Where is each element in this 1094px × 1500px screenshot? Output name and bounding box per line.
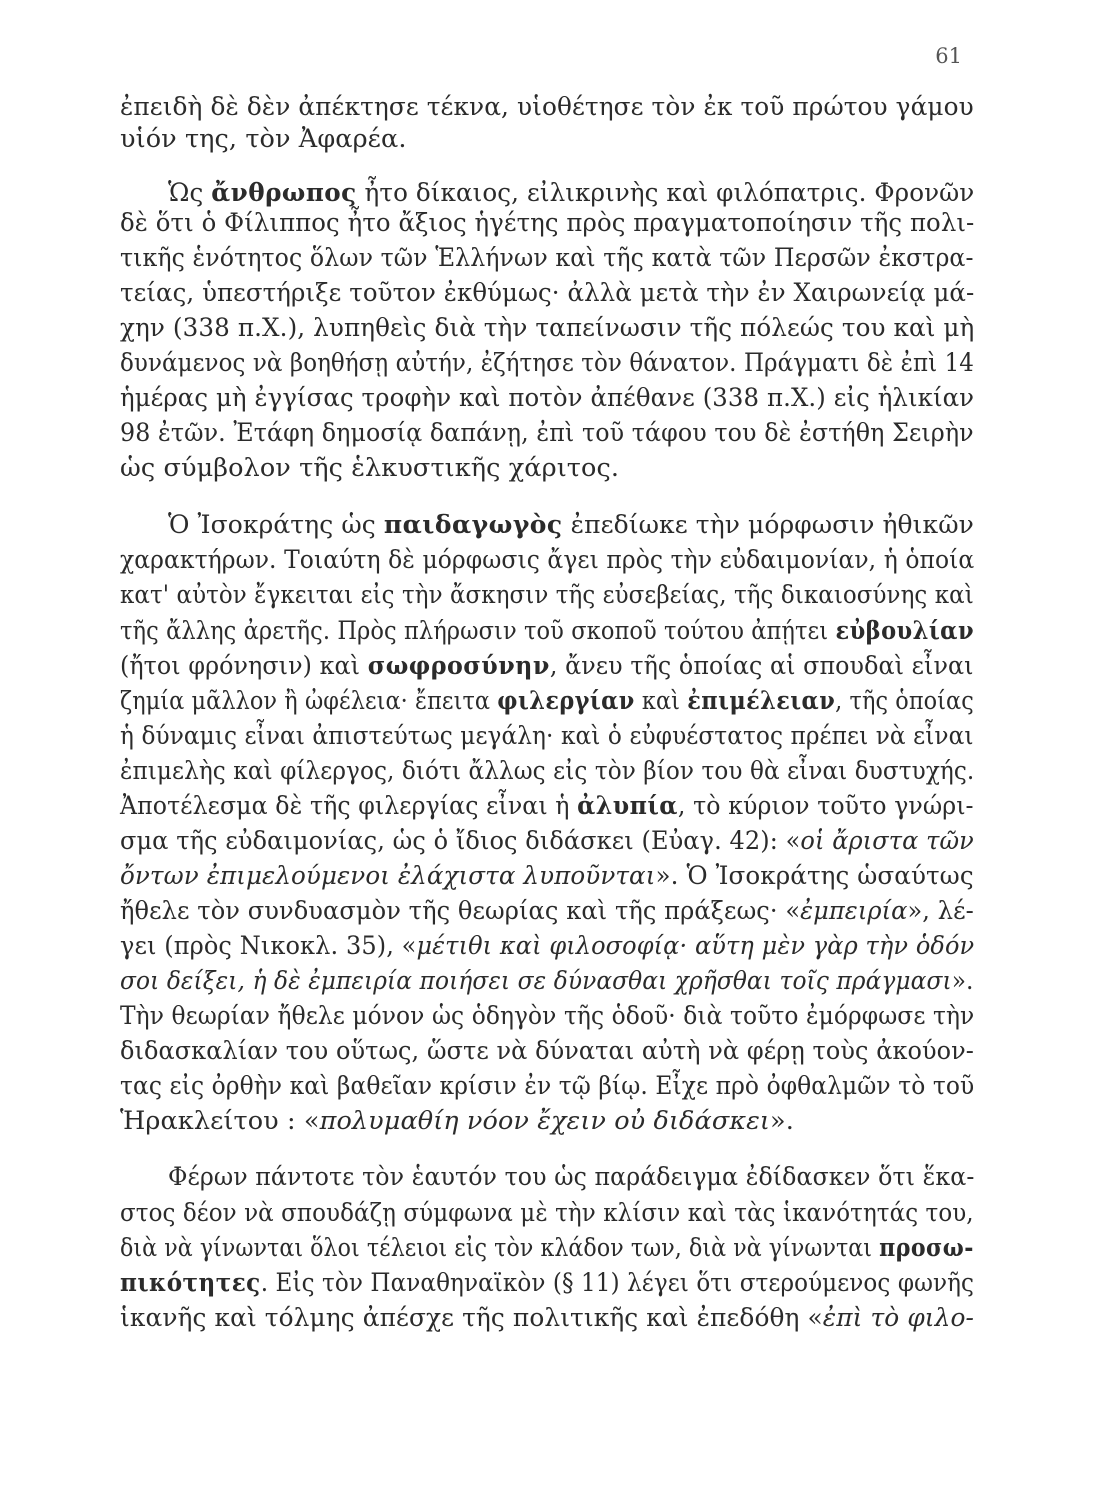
text-line [120, 124, 407, 154]
text-run: ἦτο δίκαιος, εἰλικρινὴς καὶ φιλόπατρις. Φρονῶν [356, 178, 975, 208]
text-run: ἱκανῆς καὶ τόλμης ἀπέσχε τῆς πολιτικῆς καὶ ἐπεδόθη « [120, 1303, 823, 1333]
italic-quote: ὄντων ἐπιμελούμενοι ἐλάχιστα λυποῦνται [120, 861, 656, 891]
text-run: ζημία μᾶλλον ἢ ὠφέλεια· ἔπειτα [120, 686, 498, 716]
text-run: υἱόν της, τὸν Ἀφαρέα. [120, 124, 407, 154]
text-run: ἡ δύναμις εἶναι ἀπιστεύτως μεγάλη· καὶ ὁ εὐφυέστατος πρέπει νὰ εἶναι [120, 721, 974, 751]
bold-term: παιδαγωγὸς [383, 510, 563, 540]
text-line [120, 418, 974, 448]
bold-term: ἀλυπία [577, 791, 678, 821]
text-run: Τὴν θεωρίαν ἤθελε μόνον ὡς ὁδηγὸν τῆς ὁδοῦ· διὰ τοῦτο ἐμόρφωσε τὴν [120, 1001, 975, 1031]
text-run: τικῆς ἑνότητος ὅλων τῶν Ἑλλήνων καὶ τῆς κατὰ τῶν Περσῶν ἐκστρα- [120, 243, 974, 273]
text-run: γει (πρὸς Νικοκλ. 35), « [120, 931, 417, 961]
text-run: χαρακτήρων. Τοιαύτη δὲ μόρφωσις ἄγει πρὸς τὴν εὐδαιμονίαν, ἡ ὁποία [120, 545, 975, 575]
text-run: Ὡς [168, 178, 212, 208]
text-line [120, 545, 974, 575]
text-run: ἐπεδίωκε τὴν μόρφωσιν ἠθικῶν [562, 510, 974, 540]
bold-term: ἐπιμέλειαν [687, 686, 836, 716]
bold-term: πικότητες [120, 1268, 261, 1298]
text-run: 98 ἐτῶν. Ἐτάφη δημοσίᾳ δαπάνῃ, ἐπὶ τοῦ τάφου του δὲ ἐστήθη Σειρὴν [120, 418, 974, 448]
text-run: ὡς σύμβολον τῆς ἑλκυστικῆς χάριτος. [120, 453, 620, 483]
text-line [120, 651, 974, 681]
text-line [120, 756, 974, 786]
text-line [168, 178, 974, 208]
text-run: στος δέον νὰ σπουδάζῃ σύμφωνα μὲ τὴν κλίσιν καὶ τὰς ἱκανότητάς του, [120, 1198, 974, 1228]
bold-term: ἄνθρωπος [211, 178, 357, 208]
text-run: τῆς ἄλλης ἀρετῆς. Πρὸς πλήρωσιν τοῦ σκοποῦ τούτου ἀπῄτει [120, 616, 836, 646]
text-line [120, 1001, 974, 1031]
text-line [120, 1036, 974, 1066]
bold-term: εὐβουλίαν [835, 616, 975, 646]
text-run: , τῆς ὁποίας [835, 686, 974, 716]
text-run: σμα τῆς εὐδαιμονίας, ὡς ὁ ἴδιος διδάσκει (Εὐαγ. 42): « [120, 826, 801, 856]
text-run: ἤθελε τὸν συνδυασμὸν τῆς θεωρίας καὶ τῆς πράξεως· « [120, 896, 801, 926]
text-line [120, 1268, 974, 1298]
text-line [120, 243, 974, 273]
text-run: ». [770, 1106, 794, 1136]
text-run: δυνάμενος νὰ βοηθήσῃ αὐτήν, ἐζήτησε τὸν θάνατον. Πράγματι δὲ ἐπὶ 14 [120, 348, 974, 378]
text-run: , ἄνευ τῆς ὁποίας αἱ σπουδαὶ εἶναι [549, 651, 974, 681]
italic-quote: σοι δείξει, ἡ δὲ ἐμπειρία ποιήσει σε δύνασθαι χρῆσθαι τοῖς πράγμασι [120, 966, 952, 996]
text-line [120, 1106, 794, 1136]
text-run: ἐπιμελὴς καὶ φίλεργος, διότι ἄλλως εἰς τὸν βίον του θὰ εἶναι δυστυχής. [120, 756, 975, 786]
text-run: διδασκαλίαν του οὕτως, ὥστε νὰ δύναται αὐτὴ νὰ φέρῃ τοὺς ἀκούον- [120, 1036, 974, 1066]
text-run: ἐπειδὴ δὲ δὲν ἀπέκτησε τέκνα, υἱοθέτησε τὸν ἐκ τοῦ πρώτου γάμου [120, 92, 974, 122]
text-line [120, 278, 974, 308]
text-run: Φέρων πάντοτε τὸν ἑαυτόν του ὡς παράδειγμα ἐδίδασκεν ὅτι ἕκα- [168, 1162, 975, 1192]
text-line [120, 966, 974, 996]
text-run: ἡμέρας μὴ ἐγγίσας τροφὴν καὶ ποτὸν ἀπέθανε (338 π.Χ.) εἰς ἡλικίαν [120, 383, 975, 413]
text-line [120, 580, 974, 610]
text-line [120, 826, 974, 856]
text-line [120, 721, 974, 751]
text-line [168, 1162, 974, 1192]
text-run: διὰ νὰ γίνωνται ὅλοι τέλειοι εἰς τὸν κλάδον των, διὰ νὰ γίνωνται [120, 1233, 880, 1263]
text-run: ». [951, 966, 974, 996]
bold-term: σωφροσύνην [367, 651, 550, 681]
text-line [120, 931, 974, 961]
text-run: κατ' αὐτὸν ἔγκειται εἰς τὴν ἄσκησιν τῆς εὐσεβείας, τῆς δικαιοσύνης καὶ [120, 580, 974, 610]
text-line [120, 208, 974, 238]
text-line [120, 1198, 974, 1228]
text-run: (ἤτοι φρόνησιν) καὶ [120, 651, 368, 681]
italic-quote: οἱ ἄριστα τῶν [800, 826, 974, 856]
text-run: καὶ [634, 686, 688, 716]
text-line [120, 313, 974, 343]
text-run: τας εἰς ὀρθὴν καὶ βαθεῖαν κρίσιν ἐν τῷ βίῳ. Εἶχε πρὸ ὀφθαλμῶν τὸ τοῦ [120, 1071, 975, 1101]
text-line [120, 1233, 974, 1263]
text-run: », λέ- [907, 896, 974, 926]
italic-quote: μέτιθι καὶ φιλοσοφίᾳ· αὕτη μὲν γὰρ τὴν ὁδόν [416, 931, 975, 961]
text-line [168, 510, 974, 540]
text-run: Ἡρακλείτου : « [120, 1106, 320, 1136]
text-line [120, 896, 974, 926]
text-line [120, 1303, 974, 1333]
text-line [120, 348, 974, 378]
text-run: Ὁ Ἰσοκράτης ὡς [168, 510, 384, 540]
text-line [120, 383, 974, 413]
text-line [120, 791, 974, 821]
text-line [120, 1071, 974, 1101]
text-line [120, 686, 974, 716]
bold-term: προσω- [879, 1233, 974, 1263]
text-line [120, 616, 974, 646]
text-run: χην (338 π.Χ.), λυπηθεὶς διὰ τὴν ταπείνωσιν τῆς πόλεώς του καὶ μὴ [120, 313, 975, 343]
italic-quote: ἐπὶ τὸ φιλο- [822, 1303, 975, 1333]
text-run: τείας, ὑπεστήριξε τοῦτον ἐκθύμως· ἀλλὰ μετὰ τὴν ἐν Χαιρωνείᾳ μά- [120, 278, 975, 308]
italic-quote: ἐμπειρία [800, 896, 908, 926]
text-line [120, 92, 974, 122]
bold-term: φιλεργίαν [497, 686, 635, 716]
italic-quote: πολυμαθίη νόον ἔχειν οὐ διδάσκει [319, 1106, 771, 1136]
text-line [120, 861, 974, 891]
text-run: , τὸ κύριον τοῦτο γνώρι- [677, 791, 974, 821]
text-run: ». Ὁ Ἰσοκράτης ὡσαύτως [655, 861, 974, 891]
text-run: Ἀποτέλεσμα δὲ τῆς φιλεργίας εἶναι ἡ [120, 791, 578, 821]
text-run: . Εἰς τὸν Παναθηναϊκὸν (§ 11) λέγει ὅτι στερούμενος φωνῆς [260, 1268, 975, 1298]
text-run: δὲ ὅτι ὁ Φίλιππος ἦτο ἄξιος ἡγέτης πρὸς πραγματοποίησιν τῆς πολι- [120, 208, 975, 238]
page-number: 61 [935, 44, 962, 68]
text-line [120, 453, 619, 483]
